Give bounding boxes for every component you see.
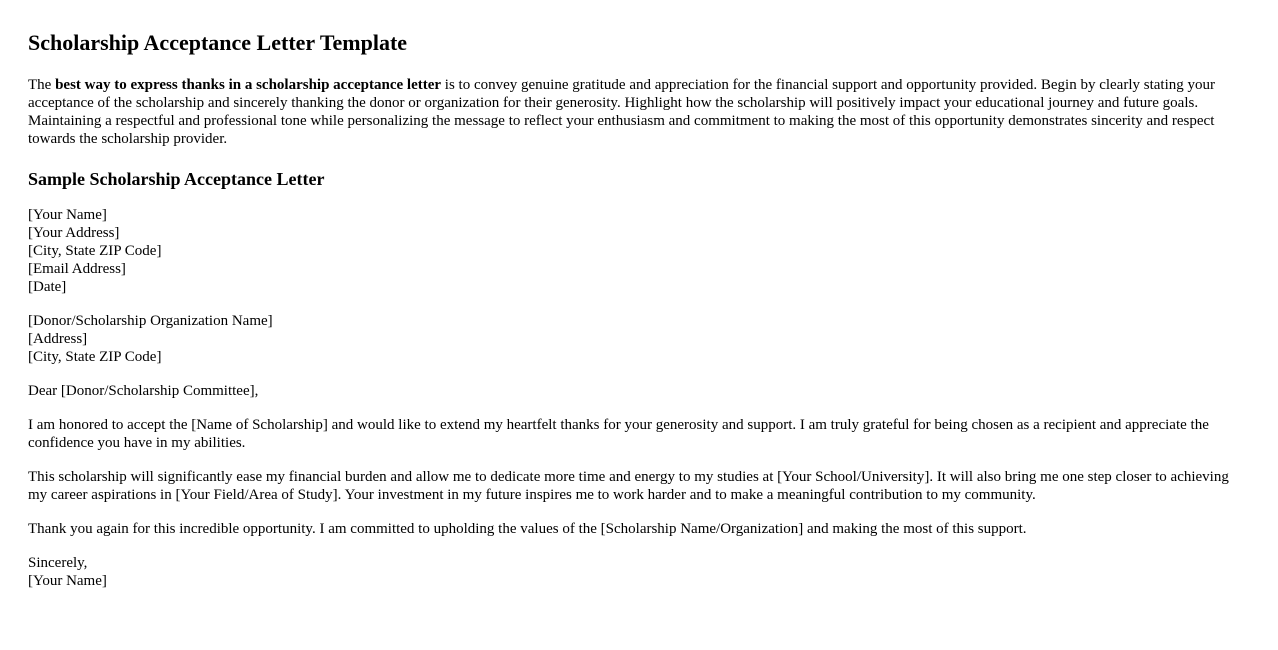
recipient-block — [28, 312, 1250, 366]
signature: [Your Name] — [28, 573, 107, 589]
intro-paragraph — [28, 76, 1250, 148]
recipient-address: [Address] — [28, 331, 88, 347]
closing-block — [28, 554, 1250, 590]
sender-email: [Email Address] — [28, 261, 126, 277]
sender-address: [Your Address] — [28, 225, 120, 241]
sender-city: [City, State ZIP Code] — [28, 243, 162, 259]
salutation: Dear [Donor/Scholarship Committee], — [28, 383, 259, 399]
intro-rest: is to convey genuine gratitude and appreciation for the financial support and opportunity provided. Begin by clearly stating your acceptance of the scholarship and sincerely thanking the donor or organization for their generosity. Highlight how the scholarship will positively impact your educational journey and future goals. Maintaining a respectful and professional tone while personalizing the message to reflect your enthusiasm and commitment to making the most of this opportunity demonstrates sincerity and respect towards the scholarship provider. — [28, 77, 1215, 147]
recipient-city: [City, State ZIP Code] — [28, 349, 162, 365]
sender-block — [28, 206, 1250, 296]
letter-paragraph: This scholarship will significantly ease my financial burden and allow me to dedicate more time and energy to my studies at [Your School/University]. It will also bring me one step closer to achieving my career aspirations in [Your Field/Area of Study]. Your investment in my future inspires me to work harder and to make a meaningful contribution to my community. — [28, 469, 1229, 503]
recipient-name: [Donor/Scholarship Organization Name] — [28, 313, 273, 329]
page-title: Scholarship Acceptance Letter Template — [28, 30, 408, 55]
intro-bold-phrase: best way to express thanks in a scholarship acceptance letter — [55, 77, 442, 93]
intro-lead: The — [28, 77, 56, 93]
letter-paragraph: I am honored to accept the [Name of Scholarship] and would like to extend my heartfelt thanks for your generosity and support. I am truly grateful for being chosen as a recipient and appreciate the confidence you have in my abilities. — [28, 417, 1209, 451]
sample-letter-heading: Sample Scholarship Acceptance Letter — [28, 169, 325, 189]
letter-paragraph: Thank you again for this incredible opportunity. I am committed to upholding the values of the [Scholarship Name/Organization] and making the most of this support. — [28, 521, 1027, 537]
sender-name: [Your Name] — [28, 207, 107, 223]
valediction: Sincerely, — [28, 555, 88, 571]
sender-date: [Date] — [28, 279, 67, 295]
